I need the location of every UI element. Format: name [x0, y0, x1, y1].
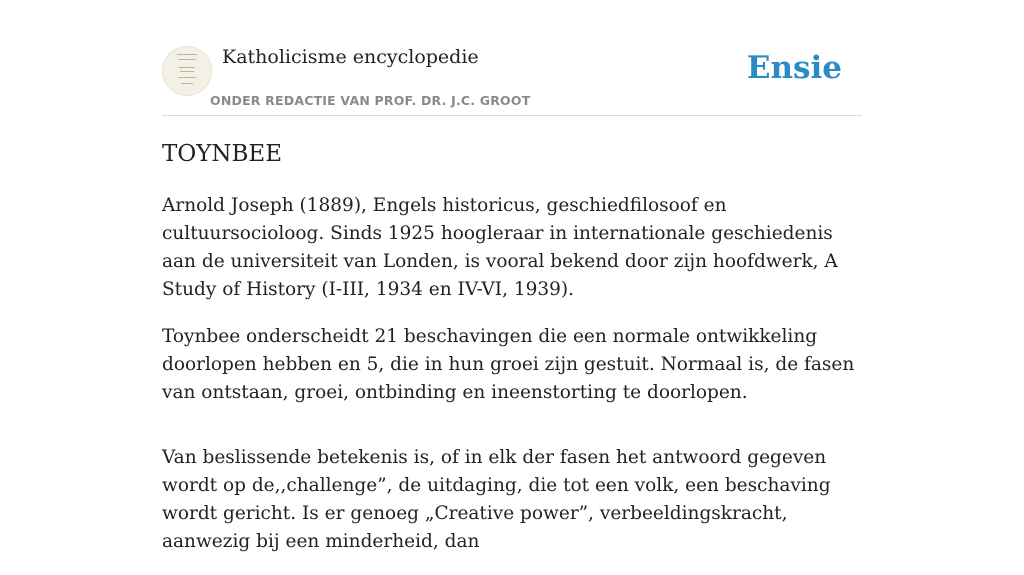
book-title[interactable]: Katholicisme encyclopedie [222, 46, 479, 68]
entry-paragraph: Toynbee onderscheidt 21 beschavingen die een normale ontwikkeling doorlopen hebben en 5, die in hun groei zijn gestuit. Normaal is, de fasen van ontstaan, groei, ontbinding en ineenstorting te doorlopen. [162, 326, 855, 403]
book-editor: ONDER REDACTIE VAN PROF. DR. J.C. GROOT [210, 93, 531, 108]
entry-paragraph: Van beslissende betekenis is, of in elk der fasen het antwoord gegeven wordt op de,,challenge”, de uitdaging, die tot een volk, een beschaving wordt gericht. Is er genoeg „Creative power”, verbeeldingskracht, aanwezig bij een minderheid, dan [162, 447, 831, 552]
page-container [162, 0, 862, 552]
brand-logo[interactable]: Ensie [746, 50, 842, 86]
entry-body [162, 192, 862, 575]
book-cover-icon[interactable] [162, 46, 212, 96]
entry-title: TOYNBEE [162, 141, 282, 167]
entry-paragraph: Arnold Joseph (1889), Engels historicus, geschiedfilosoof en cultuursocioloog. Sinds 1925 hoogleraar in internationale geschiedenis aan de universiteit van Londen, is vooral bekend door zijn hoofdwerk, A Study of History (I-III, 1934 en IV-VI, 1939). [162, 195, 838, 300]
book-header [162, 0, 862, 116]
